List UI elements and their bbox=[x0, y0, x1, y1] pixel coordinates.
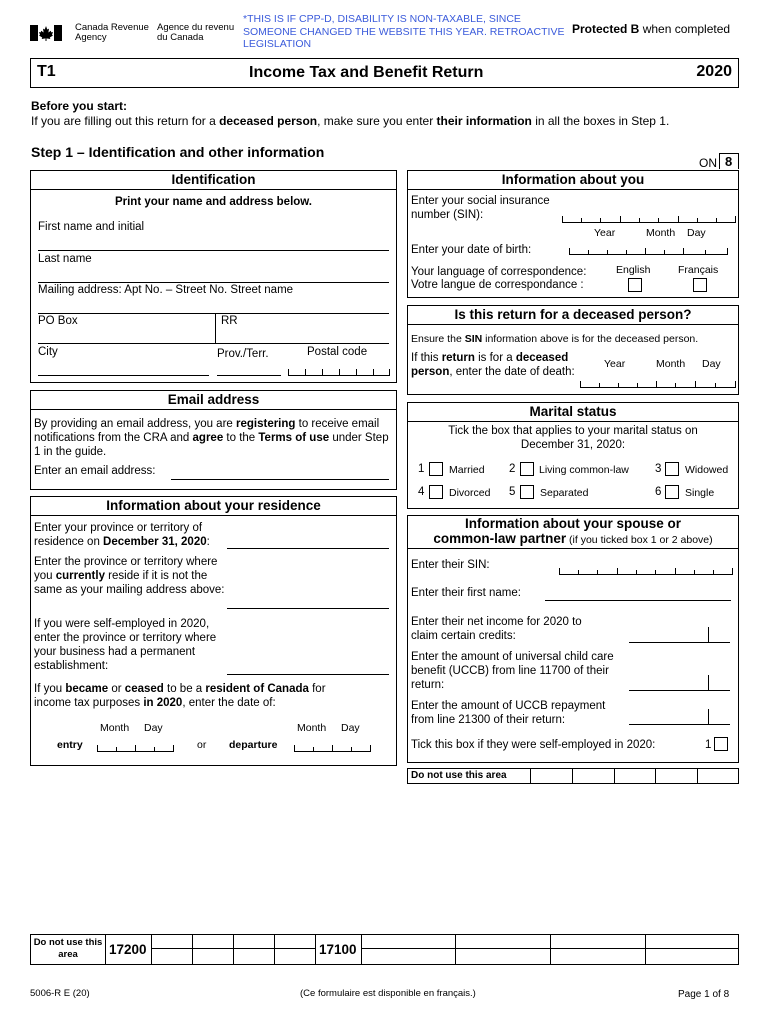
common-law-checkbox[interactable] bbox=[520, 462, 534, 476]
city-field[interactable] bbox=[38, 362, 209, 376]
cents-divider bbox=[708, 709, 709, 725]
bottom-do-not-use-label: Do not use this area bbox=[33, 937, 103, 960]
po-box-label: PO Box bbox=[38, 315, 78, 327]
sin-tick bbox=[620, 216, 621, 223]
option-number: 2 bbox=[509, 463, 516, 475]
postal-tick bbox=[339, 369, 340, 376]
postal-tick bbox=[356, 369, 357, 376]
sin-label: Enter your social insurance number (SIN): bbox=[411, 195, 550, 221]
entry-day-label: Day bbox=[144, 722, 163, 734]
residence-q2 bbox=[34, 555, 226, 597]
agency-name-en bbox=[75, 23, 149, 43]
spouse-uccb-repay-field[interactable] bbox=[629, 711, 730, 725]
marital-instruction: Tick the box that applies to your marital status on December 31, 2020: bbox=[448, 425, 698, 451]
residence-section bbox=[30, 496, 397, 766]
agency-en-line2: Agency bbox=[75, 32, 107, 43]
marital-option-married bbox=[418, 462, 518, 478]
q-text-bold: ceased bbox=[124, 683, 164, 695]
notice-text: *THIS IS IF CPP-D, DISABILITY IS NON-TAXABLE, SINCE SOMEONE CHANGED THE WEBSITE THIS YEAR. RETROACTIVE LEGISLATION bbox=[243, 13, 565, 50]
q-text: Enter the province or territory where you bbox=[34, 556, 218, 582]
title-bar bbox=[30, 58, 739, 88]
cell-divider bbox=[614, 769, 615, 783]
date-tick bbox=[173, 745, 174, 752]
q-text: to be a bbox=[163, 683, 206, 695]
option-label: Single bbox=[685, 487, 715, 499]
intro-part: , make sure you enter bbox=[317, 114, 437, 128]
date-tick bbox=[313, 747, 314, 752]
sin-tick bbox=[562, 216, 563, 223]
prov-field[interactable] bbox=[217, 362, 281, 376]
before-you-start-text bbox=[31, 114, 669, 128]
death-tick bbox=[715, 383, 716, 388]
intro-part-bold: their information bbox=[436, 114, 532, 128]
date-tick bbox=[116, 747, 117, 752]
dob-tick bbox=[607, 250, 608, 255]
separated-checkbox[interactable] bbox=[520, 485, 534, 499]
cell-divider bbox=[645, 935, 646, 964]
divorced-checkbox[interactable] bbox=[429, 485, 443, 499]
before-you-start-heading: Before you start: bbox=[31, 99, 128, 113]
protected-b-bold: Protected B bbox=[572, 22, 640, 36]
do-not-use-area bbox=[407, 768, 739, 784]
spouse-sin-label: Enter their SIN: bbox=[411, 559, 490, 571]
q-text: or bbox=[108, 683, 125, 695]
agency-name-fr bbox=[157, 23, 234, 43]
language-label-fr: Votre langue de correspondance : bbox=[411, 279, 584, 291]
city-label: City bbox=[38, 346, 58, 358]
residence-q4 bbox=[34, 682, 364, 710]
intro-part-bold: deceased person bbox=[219, 114, 318, 128]
death-tick bbox=[599, 383, 600, 388]
spouse-net-income-field[interactable] bbox=[629, 629, 730, 643]
francais-checkbox[interactable] bbox=[693, 278, 707, 292]
sin-tick bbox=[735, 216, 736, 223]
option-label: Widowed bbox=[685, 464, 729, 476]
agency-fr-line1: Agence du revenu bbox=[157, 22, 235, 33]
date-tick bbox=[370, 745, 371, 752]
death-tick bbox=[735, 381, 736, 388]
sin-tick bbox=[655, 570, 656, 575]
cell-divider bbox=[697, 769, 698, 783]
dob-tick bbox=[626, 250, 627, 255]
postal-tick bbox=[288, 369, 289, 376]
q-text: reside if it is not the same as your mailing address above: bbox=[34, 570, 225, 596]
death-tick bbox=[637, 383, 638, 388]
q-text: , enter the date of: bbox=[182, 697, 276, 709]
last-name-label: Last name bbox=[38, 253, 92, 265]
note-text-bold: SIN bbox=[464, 333, 483, 345]
dob-label: Enter your date of birth: bbox=[411, 244, 532, 256]
sin-tick bbox=[694, 570, 695, 575]
identification-header: Identification bbox=[31, 171, 396, 190]
marital-option-separated bbox=[509, 485, 649, 501]
prov-label: Prov./Terr. bbox=[217, 348, 269, 360]
option-label: Married bbox=[449, 464, 485, 476]
entry-label: entry bbox=[57, 739, 83, 751]
residence-business-field[interactable] bbox=[227, 661, 389, 675]
intro-part: in all the boxes in Step 1. bbox=[531, 114, 670, 128]
residence-q1 bbox=[34, 521, 234, 549]
marital-option-widowed bbox=[655, 462, 740, 478]
protected-b-label bbox=[572, 22, 730, 36]
english-checkbox[interactable] bbox=[628, 278, 642, 292]
sin-tick bbox=[597, 570, 598, 575]
email-text: to receive email notifications from the CRA and bbox=[34, 418, 380, 444]
form-number: T1 bbox=[37, 63, 56, 80]
sin-tick bbox=[559, 568, 560, 575]
spouse-header-line1: Information about your spouse or bbox=[464, 516, 681, 531]
province-code-value: 8 bbox=[725, 154, 733, 169]
marital-option-common-law bbox=[509, 462, 649, 478]
form-title: Income Tax and Benefit Return bbox=[249, 64, 484, 81]
email-section bbox=[30, 390, 397, 490]
do-not-use-label: Do not use this area bbox=[411, 770, 507, 781]
q-text: for income tax purposes bbox=[34, 683, 326, 709]
spouse-self-employed-label: Tick this box if they were self-employed in 2020: bbox=[411, 739, 656, 751]
q-text-bold: deceased person bbox=[411, 352, 569, 378]
cell-divider bbox=[233, 935, 234, 964]
about-you-section bbox=[407, 170, 739, 298]
intro-part: If you are filling out this return for a bbox=[31, 114, 220, 128]
dob-day-label: Day bbox=[687, 227, 706, 239]
dob-tick bbox=[569, 248, 570, 255]
q-text-bold: currently bbox=[55, 570, 105, 582]
mailing-address-label: Mailing address: Apt No. – Street No. Street name bbox=[38, 284, 294, 296]
sin-tick bbox=[617, 568, 618, 575]
option-number: 1 bbox=[418, 463, 425, 475]
spouse-uccb-repay-label: Enter the amount of UCCB repayment from line 21300 of their return: bbox=[411, 700, 606, 726]
sin-tick bbox=[678, 216, 679, 223]
q-text: : bbox=[206, 536, 210, 548]
deceased-section bbox=[407, 305, 739, 395]
date-tick bbox=[294, 745, 295, 752]
residence-current-field[interactable] bbox=[227, 595, 389, 609]
death-tick bbox=[695, 381, 696, 388]
option-label: Separated bbox=[540, 487, 589, 499]
identification-section bbox=[30, 170, 397, 383]
departure-day-label: Day bbox=[341, 722, 360, 734]
q-text-bold: became bbox=[65, 683, 109, 695]
option-number: 3 bbox=[655, 463, 662, 475]
email-text-bold: registering bbox=[236, 418, 296, 430]
email-text: under Step 1 in the guide. bbox=[34, 432, 389, 458]
spouse-sin-field[interactable] bbox=[559, 563, 733, 575]
sin-tick bbox=[658, 218, 659, 223]
first-name-label: First name and initial bbox=[38, 221, 145, 233]
cents-divider bbox=[708, 627, 709, 643]
date-tick bbox=[154, 747, 155, 752]
q-text-bold: resident of Canada bbox=[205, 683, 309, 695]
marital-option-single bbox=[655, 485, 740, 501]
postal-tick bbox=[322, 369, 323, 376]
spouse-header bbox=[408, 516, 738, 549]
dob-tick bbox=[683, 248, 684, 255]
sin-field[interactable] bbox=[562, 211, 736, 223]
spouse-net-income-label: Enter their net income for 2020 to claim certain credits: bbox=[411, 616, 582, 642]
sin-tick bbox=[732, 568, 733, 575]
departure-month-label: Month bbox=[297, 722, 327, 734]
dob-month-label: Month bbox=[646, 227, 676, 239]
spouse-header-line2 bbox=[408, 531, 738, 548]
option-number: 6 bbox=[655, 486, 662, 498]
mailing-address-field[interactable] bbox=[38, 300, 389, 314]
cents-divider bbox=[708, 675, 709, 691]
q-text-bold: December 31, 2020 bbox=[103, 536, 207, 548]
dob-field[interactable] bbox=[569, 243, 727, 255]
sin-tick bbox=[578, 570, 579, 575]
entry-month-label: Month bbox=[100, 722, 130, 734]
sin-tick bbox=[639, 218, 640, 223]
sin-tick bbox=[697, 218, 698, 223]
spouse-section bbox=[407, 515, 739, 763]
departure-label: departure bbox=[229, 739, 278, 751]
spouse-header-bold: common-law partner bbox=[433, 531, 567, 546]
option-label: Divorced bbox=[449, 487, 491, 499]
postal-tick bbox=[389, 369, 390, 376]
death-month-label: Month bbox=[656, 358, 686, 370]
page-number: Page 1 of 8 bbox=[678, 989, 730, 1000]
date-tick bbox=[135, 745, 136, 752]
language-label-en: Your language of correspondence: bbox=[411, 266, 587, 278]
residence-q3: If you were self-employed in 2020, enter the province or territory where your business had a permanent establishment: bbox=[34, 618, 217, 672]
sin-tick bbox=[716, 218, 717, 223]
dob-tick bbox=[645, 248, 646, 255]
cell-divider bbox=[655, 769, 656, 783]
marital-status-section bbox=[407, 402, 739, 509]
code-17100: 17100 bbox=[319, 942, 357, 957]
option-number: 5 bbox=[509, 486, 516, 498]
agency-fr-line2: du Canada bbox=[157, 32, 204, 43]
postal-code-label: Postal code bbox=[307, 346, 368, 358]
residence-dec31-field[interactable] bbox=[227, 535, 389, 549]
death-tick bbox=[675, 383, 676, 388]
cell-divider bbox=[550, 935, 551, 964]
cell-divider bbox=[530, 769, 531, 783]
q-text: If this bbox=[411, 352, 442, 364]
death-tick bbox=[580, 381, 581, 388]
email-label: Enter an email address: bbox=[34, 465, 156, 477]
cell-divider bbox=[192, 935, 193, 964]
marital-option-divorced bbox=[418, 485, 518, 501]
q-text-bold: in 2020 bbox=[143, 697, 183, 709]
dob-tick bbox=[588, 250, 589, 255]
francais-label: Français bbox=[678, 264, 719, 276]
english-label: English bbox=[616, 264, 651, 276]
po-box-field[interactable] bbox=[38, 330, 389, 344]
sin-tick bbox=[581, 218, 582, 223]
canada-flag-icon bbox=[30, 25, 62, 41]
note-text: information above is for the deceased person. bbox=[482, 333, 699, 345]
or-label: or bbox=[197, 739, 207, 751]
residence-header: Information about your residence bbox=[31, 497, 396, 516]
spouse-uccb-label: Enter the amount of universal child care benefit (UCCB) from line 11700 of their return: bbox=[411, 651, 614, 691]
dob-year-label: Year bbox=[594, 227, 616, 239]
code-17200: 17200 bbox=[109, 942, 147, 957]
form-year: 2020 bbox=[696, 63, 732, 80]
spouse-first-name-label: Enter their first name: bbox=[411, 587, 521, 599]
postal-tick bbox=[305, 369, 306, 376]
bottom-do-not-use-bar bbox=[30, 934, 739, 965]
death-day-label: Day bbox=[702, 358, 721, 370]
dob-tick bbox=[664, 250, 665, 255]
spouse-header-note: (if you ticked box 1 or 2 above) bbox=[566, 534, 713, 546]
last-name-field[interactable] bbox=[38, 269, 389, 283]
cell-divider bbox=[315, 935, 316, 964]
about-you-header: Information about you bbox=[408, 171, 738, 190]
deceased-question bbox=[411, 351, 576, 379]
sin-tick bbox=[713, 570, 714, 575]
print-instruction: Print your name and address below. bbox=[114, 196, 313, 208]
spouse-self-employed-num: 1 bbox=[705, 739, 712, 751]
q-text: If you bbox=[34, 683, 66, 695]
province-code-label: ON bbox=[699, 156, 717, 170]
email-text: to the bbox=[223, 432, 259, 444]
province-code-box bbox=[719, 153, 739, 169]
q-text: , enter the date of death: bbox=[449, 366, 575, 378]
protected-b-rest: when completed bbox=[639, 22, 731, 36]
spouse-self-employed-checkbox[interactable] bbox=[714, 737, 728, 751]
email-header: Email address bbox=[31, 391, 396, 410]
sin-tick bbox=[600, 218, 601, 223]
step1-title: Step 1 – Identification and other information bbox=[31, 144, 325, 160]
q-text: is for a bbox=[474, 352, 516, 364]
french-availability: (Ce formulaire est disponible en français.) bbox=[300, 988, 476, 999]
note-text: Ensure the bbox=[411, 333, 465, 345]
email-text-bold: agree bbox=[192, 432, 224, 444]
widowed-checkbox[interactable] bbox=[665, 462, 679, 476]
email-field[interactable] bbox=[171, 466, 389, 480]
date-tick bbox=[97, 745, 98, 752]
q-text-bold: return bbox=[441, 352, 475, 364]
email-text-bold: Terms of use bbox=[258, 432, 330, 444]
marital-header: Marital status bbox=[408, 403, 738, 422]
q-text: Enter your province or territory of residence on bbox=[34, 522, 203, 548]
deceased-header: Is this return for a deceased person? bbox=[408, 306, 738, 325]
cell-divider bbox=[455, 935, 456, 964]
first-name-field[interactable] bbox=[38, 237, 389, 251]
form-code: 5006-R E (20) bbox=[30, 988, 90, 999]
death-tick bbox=[618, 383, 619, 388]
married-checkbox[interactable] bbox=[429, 462, 443, 476]
date-tick bbox=[351, 747, 352, 752]
death-tick bbox=[656, 381, 657, 388]
email-text: By providing an email address, you are bbox=[34, 418, 236, 430]
sin-tick bbox=[675, 568, 676, 575]
single-checkbox[interactable] bbox=[665, 485, 679, 499]
option-label: Living common-law bbox=[539, 464, 629, 476]
agency-en-line1: Canada Revenue bbox=[75, 22, 149, 33]
death-year-label: Year bbox=[604, 358, 626, 370]
date-tick bbox=[332, 745, 333, 752]
spouse-first-name-field[interactable] bbox=[545, 587, 731, 601]
dob-tick bbox=[705, 250, 706, 255]
dob-tick bbox=[727, 248, 728, 255]
sin-tick bbox=[636, 570, 637, 575]
postal-tick bbox=[373, 369, 374, 376]
death-date-field[interactable] bbox=[580, 376, 736, 388]
option-number: 4 bbox=[418, 486, 425, 498]
cell-divider bbox=[105, 935, 106, 964]
cell-divider bbox=[274, 935, 275, 964]
rr-label: RR bbox=[221, 315, 238, 327]
email-consent-text bbox=[34, 417, 394, 459]
spouse-uccb-field[interactable] bbox=[629, 677, 730, 691]
cell-divider bbox=[572, 769, 573, 783]
deceased-note bbox=[411, 333, 698, 345]
